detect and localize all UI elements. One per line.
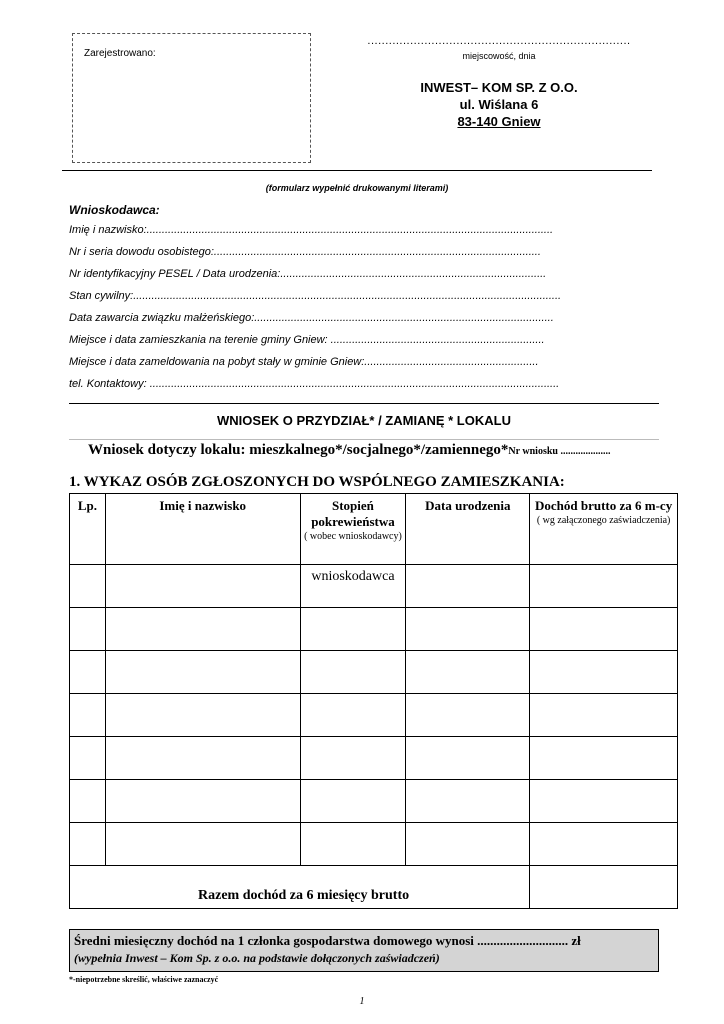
request-concerns-text: Wniosek dotyczy lokalu: mieszkalnego*/socjalnego*/zamiennego* — [88, 442, 509, 458]
table-header-row — [70, 494, 678, 565]
cell-income[interactable] — [530, 608, 678, 651]
request-number-field[interactable]: Nr wniosku .................... — [508, 446, 611, 457]
header-name: Imię i nazwisko — [105, 494, 300, 565]
cell-name[interactable] — [105, 565, 300, 608]
cell-name[interactable] — [105, 651, 300, 694]
cell-birthdate[interactable] — [406, 737, 530, 780]
cell-income[interactable] — [530, 651, 678, 694]
cell-relation[interactable] — [300, 823, 406, 866]
cell-lp[interactable] — [70, 565, 106, 608]
persons-table — [69, 493, 678, 909]
cell-birthdate[interactable] — [406, 823, 530, 866]
cell-income[interactable] — [530, 780, 678, 823]
header-relation: Stopień pokrewieństwa ( wobec wnioskodawcy) — [300, 494, 406, 565]
registration-address-field[interactable]: Miejsce i data zameldowania na pobyt stały w gminie Gniew:......................................................... — [69, 356, 539, 368]
average-income-box — [69, 929, 659, 972]
total-income-label: Razem dochód za 6 miesięcy brutto — [70, 866, 530, 909]
applicant-title: Wnioskodawca: — [69, 203, 160, 217]
place-date-label: miejscowość, dnia — [462, 51, 536, 61]
table-row — [70, 694, 678, 737]
cell-birthdate[interactable] — [406, 694, 530, 737]
cell-lp[interactable] — [70, 737, 106, 780]
cell-lp[interactable] — [70, 608, 106, 651]
cell-lp[interactable] — [70, 823, 106, 866]
marital-status-field[interactable]: Stan cywilny:............................................................................................................................................ — [69, 290, 562, 302]
place-date-field[interactable]: .......................................................................... — [367, 35, 631, 47]
cell-relation[interactable] — [300, 694, 406, 737]
header-income-sub: ( wg załączonego zaświadczenia) — [536, 515, 671, 526]
contact-phone-field[interactable]: tel. Kontaktowy: ...................................................................................................................................... — [69, 378, 560, 390]
cell-lp[interactable] — [70, 780, 106, 823]
cell-income[interactable] — [530, 565, 678, 608]
cell-birthdate[interactable] — [406, 608, 530, 651]
cell-name[interactable] — [105, 737, 300, 780]
header-income: Dochód brutto za 6 m-cy ( wg załączonego zaświadczenia) — [530, 494, 678, 565]
applicant-name-field[interactable]: Imię i nazwisko:..................................................................................................................................... — [69, 224, 554, 236]
table-row — [70, 565, 678, 608]
residence-field[interactable]: Miejsce i data zamieszkania na terenie gminy Gniew: ...................................................................... — [69, 334, 545, 346]
cell-relation[interactable] — [300, 608, 406, 651]
cell-name[interactable] — [105, 780, 300, 823]
header-relation-sub: ( wobec wnioskodawcy) — [304, 531, 402, 542]
cell-birthdate[interactable] — [406, 780, 530, 823]
section-divider — [69, 403, 659, 404]
form-hint: (formularz wypełnić drukowanymi literami) — [265, 183, 449, 193]
header-divider — [62, 170, 652, 171]
cell-income[interactable] — [530, 737, 678, 780]
recipient-street: ul. Wiślana 6 — [459, 97, 539, 112]
page-number: 1 — [359, 996, 365, 1007]
cell-name[interactable] — [105, 823, 300, 866]
average-income-note: (wypełnia Inwest – Kom Sp. z o.o. na podstawie dołączonych zaświadczeń) — [74, 951, 440, 965]
section1-title: 1. WYKAZ OSÓB ZGŁOSZONYCH DO WSPÓLNEGO ZAMIESZKANIA: — [69, 474, 565, 490]
table-row — [70, 780, 678, 823]
table-row — [70, 823, 678, 866]
footnote: *-niepotrzebne skreślić, właściwe zaznaczyć — [69, 975, 219, 984]
request-title: WNIOSEK O PRZYDZIAŁ* / ZAMIANĘ * LOKALU — [217, 413, 511, 428]
cell-relation[interactable] — [300, 651, 406, 694]
average-income-text: Średni miesięczny dochód na 1 członka gospodarstwa domowego wynosi ............................ zł — [74, 933, 581, 948]
cell-income[interactable] — [530, 823, 678, 866]
header-lp: Lp. — [70, 494, 106, 565]
cell-name[interactable] — [105, 608, 300, 651]
cell-relation[interactable] — [300, 780, 406, 823]
table-row — [70, 608, 678, 651]
registered-label: Zarejestrowano: — [84, 48, 156, 59]
cell-relation[interactable] — [300, 737, 406, 780]
recipient-city: 83-140 Gniew — [457, 114, 541, 129]
cell-lp[interactable] — [70, 694, 106, 737]
cell-birthdate[interactable] — [406, 651, 530, 694]
table-row — [70, 737, 678, 780]
cell-relation[interactable]: wnioskodawca — [300, 565, 406, 608]
cell-lp[interactable] — [70, 651, 106, 694]
request-concerns — [88, 442, 610, 459]
total-income-cell[interactable] — [530, 866, 678, 909]
cell-birthdate[interactable] — [406, 565, 530, 608]
cell-income[interactable] — [530, 694, 678, 737]
id-card-field[interactable]: Nr i seria dowodu osobistego:........................................................................................................... — [69, 246, 541, 258]
thin-divider — [69, 439, 659, 440]
cell-name[interactable] — [105, 694, 300, 737]
recipient-company: INWEST– KOM SP. Z O.O. — [420, 80, 578, 95]
pesel-birthdate-field[interactable]: Nr identyfikacyjny PESEL / Data urodzenia:....................................................................................... — [69, 268, 547, 280]
header-birthdate: Data urodzenia — [406, 494, 530, 565]
marriage-date-field[interactable]: Data zawarcia związku małżeńskiego:.................................................................................................. — [69, 312, 554, 324]
table-total-row — [70, 866, 678, 909]
table-row — [70, 651, 678, 694]
